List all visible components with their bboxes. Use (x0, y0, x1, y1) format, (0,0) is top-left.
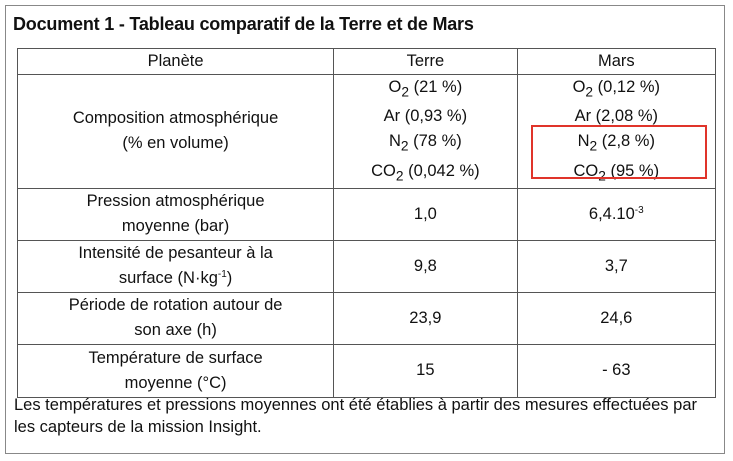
mars-gas-co2: $CO_2$ (95 %) (573, 161, 660, 183)
table-header-row (18, 49, 716, 75)
header-terre: Terre (334, 49, 517, 75)
pression-terre: 1,0 (334, 188, 517, 240)
pesanteur-label: Intensité de pesanteur à la surface $(N\cdot kg^{-1})$ (18, 240, 334, 292)
document-title: Document 1 - Tableau comparatif de la Terre et de Mars (13, 14, 474, 34)
temperature-mars: - 63 (517, 344, 715, 397)
mars-gas-o2: $O_2$ (0,12 %) (572, 78, 661, 100)
header-mars: Mars (517, 49, 715, 75)
composition-mars (517, 75, 715, 189)
pression-label: Pression atmosphérique moyenne (bar) (18, 188, 334, 240)
temperature-terre: 15 (334, 344, 517, 397)
pesanteur-terre: 9,8 (334, 240, 517, 292)
terre-gas-n2: $N_2$ (78 %) (388, 132, 462, 154)
pression-mars: $6,4.10^{-3}$ (517, 188, 715, 240)
composition-terre (334, 75, 517, 189)
composition-label-line2: (% en volume) (122, 134, 229, 153)
rotation-terre: 23,9 (334, 292, 517, 344)
footnote: Les températures et pressions moyennes ont été établies à partir des mesures effectuées par les capteurs de la mission Insight. (14, 396, 697, 436)
comparison-table (17, 48, 716, 398)
temperature-label: Température de surface moyenne (°C) (18, 344, 334, 397)
terre-gas-co2: $CO_2$ (0,042 %) (371, 161, 480, 183)
table-row-composition (18, 75, 716, 189)
terre-gas-o2: $O_2$ (21 %) (388, 78, 463, 100)
header-planete: Planète (18, 49, 334, 75)
table-row-rotation (18, 292, 716, 344)
table-row-pesanteur (18, 240, 716, 292)
rotation-mars: 24,6 (517, 292, 715, 344)
table-row-temperature (18, 344, 716, 397)
composition-label-line1: Composition atmosphérique (72, 109, 279, 128)
terre-gas-ar: Ar (0,93 %) (383, 107, 468, 126)
mars-gas-ar: Ar (2,08 %) (574, 107, 659, 126)
mars-gas-n2: $N_2$ (2,8 %) (577, 132, 655, 154)
composition-label (18, 75, 334, 189)
table-row-pression (18, 188, 716, 240)
pesanteur-mars: 3,7 (517, 240, 715, 292)
rotation-label: Période de rotation autour de son axe (h) (18, 292, 334, 344)
